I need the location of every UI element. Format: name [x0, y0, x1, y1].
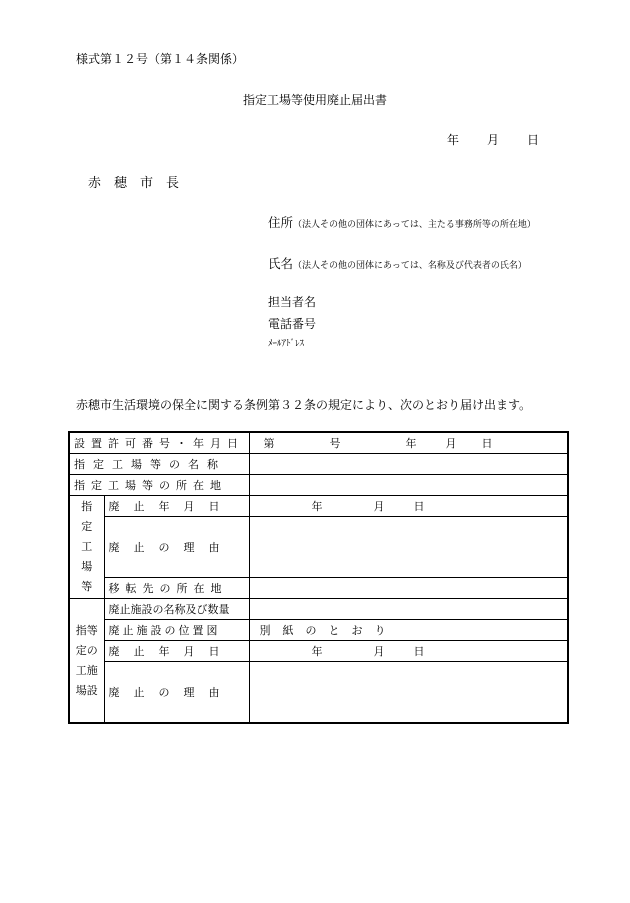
date-year: 年: [447, 133, 460, 147]
table-row: [69, 432, 568, 454]
facility-position-label: 廃止施設の位置図: [104, 620, 249, 641]
date-month: 月: [487, 133, 500, 147]
facility-position-value: 別紙のとおり: [249, 620, 568, 641]
addressee: 赤穂市長: [88, 176, 193, 191]
table-row: [69, 599, 568, 620]
permit-day: 日: [481, 437, 493, 450]
permit-label: 設置許可番号・年月日: [69, 432, 249, 454]
document-title: 指定工場等使用廃止届出書: [242, 93, 387, 107]
notification-table: [68, 431, 569, 724]
group1-char: 等: [81, 580, 93, 593]
group1-char: 指: [81, 500, 93, 513]
group2-char: 場設: [75, 683, 98, 697]
group2-char: 指等: [75, 623, 98, 637]
table-row: [69, 578, 568, 599]
relocation-label: 移転先の所在地: [104, 578, 249, 599]
address-label: 住所: [268, 215, 294, 230]
designated-facility-group-label: [69, 599, 104, 724]
address-note: （法人その他の団体にあっては、主たる事務所等の所在地）: [293, 220, 536, 230]
abolish-year: 年: [311, 500, 323, 513]
group1-char: 場: [81, 560, 93, 573]
factory-location-label: 指定工場等の所在地: [69, 475, 249, 496]
facility-abolish-day: 日: [413, 645, 425, 658]
group2-char: 工施: [75, 663, 98, 677]
email-label: ﾒｰﾙｱﾄﾞﾚｽ: [268, 339, 305, 349]
facility-abolish-reason-value[interactable]: [249, 662, 568, 724]
facility-abolish-month: 月: [373, 645, 385, 658]
permit-value[interactable]: [249, 432, 568, 454]
group1-char: 工: [81, 540, 93, 553]
permit-dai: 第: [263, 437, 275, 450]
table-row: [69, 641, 568, 662]
facility-abolish-date-value[interactable]: [249, 641, 568, 662]
abolish-month: 月: [373, 500, 385, 513]
facility-name-qty-value[interactable]: [249, 599, 568, 620]
relocation-value[interactable]: [249, 578, 568, 599]
date-day: 日: [527, 133, 540, 147]
factory-name-value[interactable]: [249, 454, 568, 475]
phone-label: 電話番号: [268, 317, 317, 331]
abolish-date-value[interactable]: [249, 496, 568, 517]
table-row: [69, 517, 568, 578]
table-row: [69, 662, 568, 724]
abolish-day: 日: [413, 500, 425, 513]
table-row: [69, 475, 568, 496]
group1-char: 定: [81, 520, 93, 533]
intro-text: 赤穂市生活環境の保全に関する条例第３２条の規定により、次のとおり届け出ます。: [76, 398, 532, 412]
facility-abolish-date-label: 廃止年月日: [104, 641, 249, 662]
factory-location-value[interactable]: [249, 475, 568, 496]
table-row: [69, 620, 568, 641]
table-row: [69, 454, 568, 475]
facility-abolish-reason-label: 廃止の理由: [104, 662, 249, 724]
name-line: [268, 253, 527, 272]
abolish-date-label: 廃止年月日: [104, 496, 249, 517]
submission-date: [447, 131, 539, 148]
table-row: [69, 496, 568, 517]
abolish-reason-value[interactable]: [249, 517, 568, 578]
designated-factory-group-label: [69, 496, 104, 599]
factory-name-label: 指定工場等の名称: [69, 454, 249, 475]
person-in-charge-label: 担当者名: [268, 295, 317, 309]
permit-year: 年: [405, 437, 417, 450]
facility-abolish-year: 年: [311, 645, 323, 658]
permit-month: 月: [445, 437, 457, 450]
abolish-reason-label: 廃止の理由: [104, 517, 249, 578]
form-number: 様式第１２号（第１４条関係）: [76, 52, 245, 66]
permit-go: 号: [329, 437, 341, 450]
address-line: [268, 212, 536, 231]
name-note: （法人その他の団体にあっては、名称及び代表者の氏名）: [293, 261, 527, 271]
group2-char: 定の: [75, 643, 98, 657]
facility-name-qty-label: 廃止施設の名称及び数量: [104, 599, 249, 620]
name-label: 氏名: [268, 256, 294, 271]
